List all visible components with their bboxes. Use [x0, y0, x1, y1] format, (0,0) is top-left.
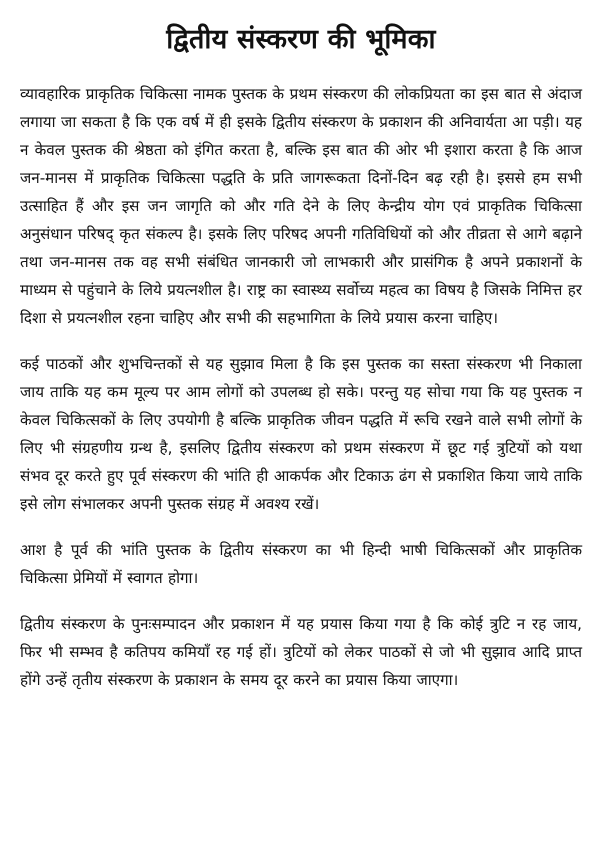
paragraph-corrections: द्वितीय संस्करण के पुनःसम्पादन और प्रकाशन में यह प्रयास किया गया है कि कोई त्रुटि न रह जाय, फिर भी सम्भव है कतिपय कमियाँ रह गई हों। त्रुटियों को लेकर पाठकों से जो भी सुझाव आदि प्राप्त होंगे उन्हें तृतीय संस्करण के प्रकाशन के समय दूर करने का प्रयास किया जाएगा। [20, 615, 582, 689]
paragraph-welcome: आश है पूर्व की भांति पुस्तक के द्वितीय संस्करण का भी हिन्दी भाषी चिकित्सकों और प्राकृतिक चिकित्सा प्रेमियों में स्वागत होगा। [20, 541, 582, 587]
paragraph-suggestions: कई पाठकों और शुभचिन्तकों से यह सुझाव मिला है कि इस पुस्तक का सस्ता संस्करण भी निकाला जाय ताकि यह कम मूल्य पर आम लोगों को उपलब्ध हो सके। परन्तु यह सोचा गया कि यह पुस्तक न केवल चिकित्सकों के लिए उपयोगी है बल्कि प्राकृतिक जीवन पद्धति में रूचि रखने वाले सभी लोगों के लिए भी संग्रहणीय ग्रन्थ है, इसलिए द्वितीय संस्करण को प्रथम संस्करण में छूट गई त्रुटियों को यथा संभव दूर करते हुए पूर्व संस्करण की भांति ही आकर्पक और टिकाऊ ढंग से प्रकाशित किया जाये ताकि इसे लोग संभालकर अपनी पुस्तक संग्रह में अवश्य रखें। [20, 355, 582, 513]
page-title: द्वितीय संस्करण की भूमिका [166, 24, 436, 55]
paragraph-popularity: व्यावहारिक प्राकृतिक चिकित्सा नामक पुस्तक के प्रथम संस्करण की लोकप्रियता का इस बात से अंदाज लगाया जा सकता है कि एक वर्ष में ही इसके द्वितीय संस्करण के प्रकाशन की अनिवार्यता आ पड़ी। यह न केवल पुस्तक की श्रेष्ठता को इंगित करता है, बल्कि इस बात की ओर भी इशारा करता है कि आज जन-मानस में प्राकृतिक चिकित्सा पद्धति के प्रति जागरूकता दिनों-दिन बढ़ रही है। इससे हम सभी उत्साहित हैं और इस जन जागृति को और गति देने के लिए केन्द्रीय योग एवं प्राकृतिक चिकित्सा अनुसंधान परिषद् कृत संकल्प है। इसके लिए परिषद अपनी गतिविधियों को और तीव्रता से आगे बढ़ाने तथा जन-मानस तक वह सभी संबंधित जानकारी जो लाभकारी और प्रासंगिक है अपने प्रकाशनों के माध्यम से पहुंचाने के लिये प्रयत्नशील है। राष्ट्र का स्वास्थ्य सर्वोच्य महत्व का विषय है जिसके निमित्त हर दिशा से प्रयत्नशील रहना चाहिए और सभी की सहभागिता के लिये प्रयास करना चाहिए। [20, 85, 582, 327]
